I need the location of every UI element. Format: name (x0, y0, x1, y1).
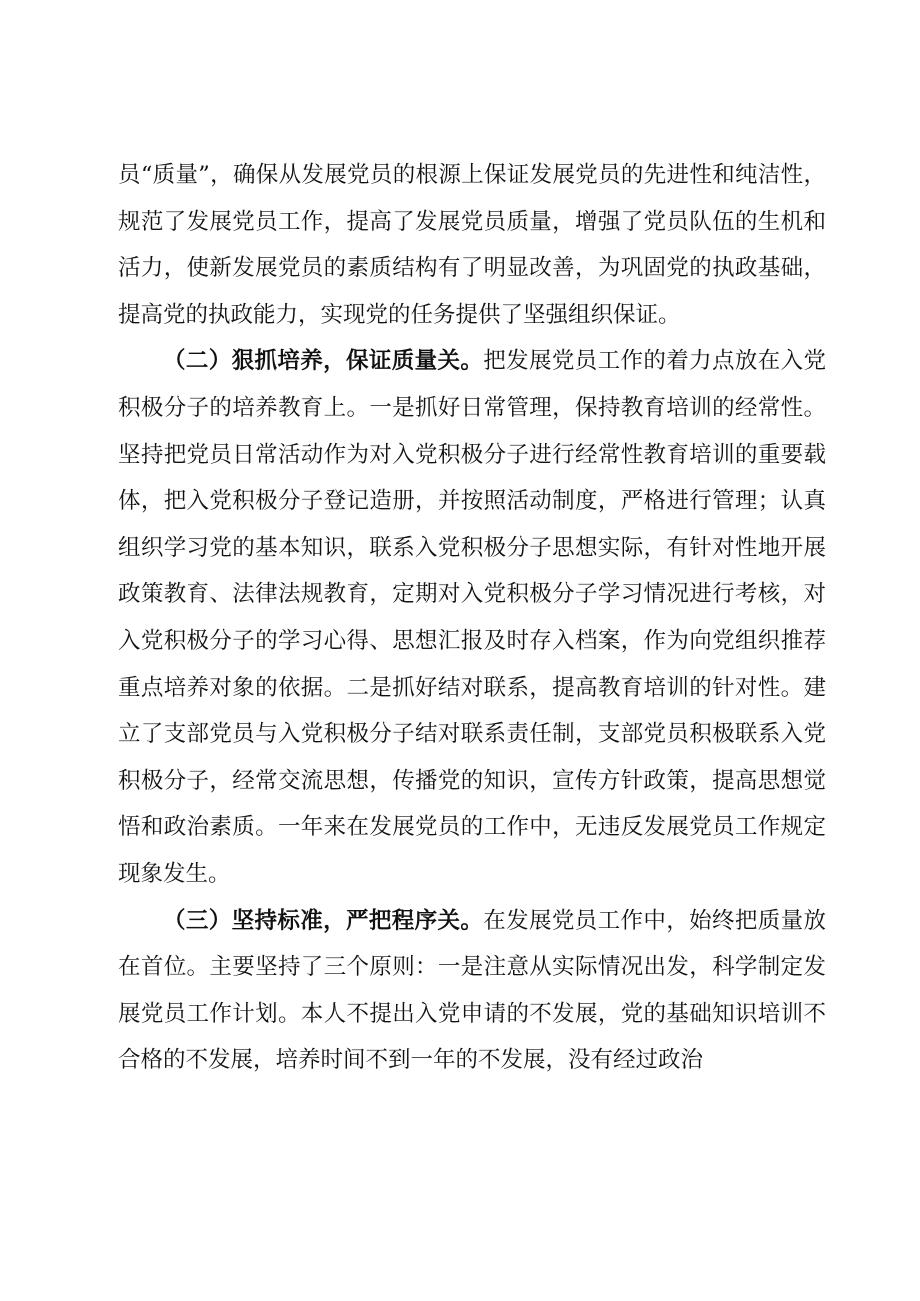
paragraph-2-heading: （二）狠抓培养，保证质量关。 (163, 348, 484, 375)
document-body (118, 152, 826, 1084)
paragraph-1-text: 员“质量”，确保从发展党员的根源上保证发展党员的先进性和纯洁性，规范了发展党员工作，提高了发展党员质量，增强了党员队伍的生机和活力，使新发展党员的素质结构有了明显改善，为巩固党的执政基础，提高党的执政能力，实现党的任务提供了坚强组织保证。 (118, 162, 826, 328)
paragraph-1 (118, 152, 826, 338)
paragraph-2-text: 把发展党员工作的着力点放在入党积极分子的培养教育上。一是抓好日常管理，保持教育培训的经常性。坚持把党员日常活动作为对入党积极分子进行经常性教育培训的重要载体，把入党积极分子登记造册，并按照活动制度，严格进行管理；认真组织学习党的基本知识，联系入党积极分子思想实际，有针对性地开展政策教育、法律法规教育，定期对入党积极分子学习情况进行考核，对入党积极分子的学习心得、思想汇报及时存入档案，作为向党组织推荐重点培养对象的依据。二是抓好结对联系，提高教育培训的针对性。建立了支部党员与入党积极分子结对联系责任制，支部党员积极联系入党积极分子，经常交流思想，传播党的知识，宣传方针政策，提高思想觉悟和政治素质。一年来在发展党员的工作中，无违反发展党员工作规定现象发生。 (118, 348, 826, 887)
paragraph-2 (118, 338, 826, 897)
paragraph-3 (118, 898, 826, 1084)
paragraph-3-text: 在发展党员工作中，始终把质量放在首位。主要坚持了三个原则：一是注意从实际情况出发，科学制定发展党员工作计划。本人不提出入党申请的不发展，党的基础知识培训不合格的不发展，培养时间不到一年的不发展，没有经过政治 (118, 907, 826, 1074)
paragraph-3-heading: （三）坚持标准，严把程序关。 (163, 907, 484, 934)
